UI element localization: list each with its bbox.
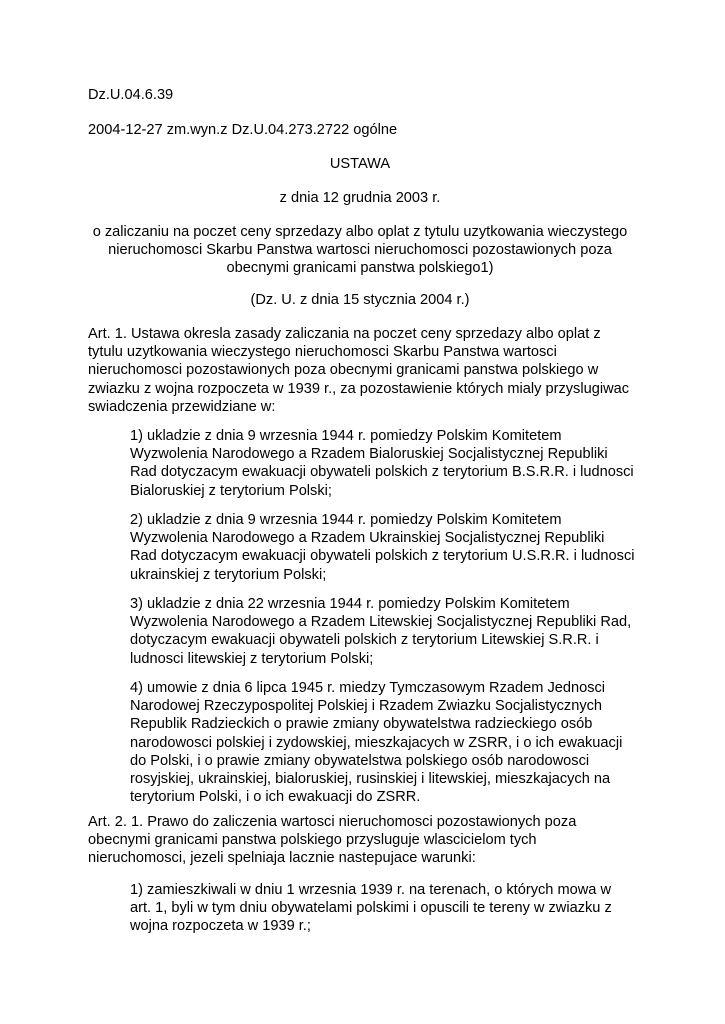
amendment-note: 2004-12-27 zm.wyn.z Dz.U.04.273.2722 ogólne [88, 122, 398, 138]
act-subject: o zaliczaniu na poczet ceny sprzedazy albo oplat z tytulu uzytkowania wieczystego nieruchomosci Skarbu Panstwa wartosci nieruchomosci pozostawionych poza obecnymi granicami panstwa polskiego1) [92, 224, 628, 277]
act-type-heading: USTAWA [329, 156, 391, 172]
article-2-text: Art. 2. 1. Prawo do zaliczenia wartosci nieruchomosci pozostawionych poza obecnymi granicami panstwa polskiego przysluguje wlascicielom tych nieruchomosci, jezeli spelniaja lacznie nastepujace warunki: [88, 814, 577, 867]
publication-info: (Dz. U. z dnia 15 stycznia 2004 r.) [250, 292, 470, 308]
article-1-item-3: 3) ukladzie z dnia 22 wrzesnia 1944 r. pomiedzy Polskim Komitetem Wyzwolenia Narodowego a Rzadem Litewskiej Socjalistycznej Republiki Rad, dotyczacym ewakuacji obywateli polskich z terytorium Litewskiej S.R.R. i ludnosci litewskiej z terytorium Polski; [130, 596, 632, 667]
journal-reference: Dz.U.04.6.39 [88, 87, 174, 103]
article-2-item-1: 1) zamieszkiwali w dniu 1 wrzesnia 1939 r. na terenach, o których mowa w art. 1, byli w tym dniu obywatelami polskimi i opuscili te tereny w zwiazku z wojna rozpoczeta w 1939 r.; [130, 882, 612, 935]
article-1-text: Art. 1. Ustawa okresla zasady zaliczania na poczet ceny sprzedazy albo oplat z tytulu uzytkowania wieczystego nieruchomosci Skarbu Panstwa wartosci nieruchomosci pozostawionych poza obecnymi granicami panstwa polskiego w zwiazku z wojna rozpoczeta w 1939 r., za pozostawienie których mialy przyslugiwac swiadczenia przewidziane w: [88, 326, 630, 415]
article-1-item-1: 1) ukladzie z dnia 9 wrzesnia 1944 r. pomiedzy Polskim Komitetem Wyzwolenia Narodowego a Rzadem Bialoruskiej Socjalistycznej Republiki Rad dotyczacym ewakuacji obywateli polskich z terytorium B.S.R.R. i ludnosci Bialoruskiej z terytorium Polski; [130, 428, 634, 499]
article-1-item-4: 4) umowie z dnia 6 lipca 1945 r. miedzy Tymczasowym Rzadem Jednosci Narodowej Rzeczypospolitej Polskiej i Rzadem Zwiazku Socjalistycznych Republik Radzieckich o prawie zmiany obywatelstwa radzieckiego osób narodowosci polskiej i zydowskiej, mieszkajacych w ZSRR, i o ich ewakuacji do Polski, i o prawie zmiany obywatelstwa polskiego osób narodowosci rosyjskiej, ukrainskiej, bialoruskiej, rusinskiej i litewskiej, mieszkajacych na terytorium Polski, i o ich ewakuacji do ZSRR. [130, 680, 623, 806]
article-1-item-2: 2) ukladzie z dnia 9 wrzesnia 1944 r. pomiedzy Polskim Komitetem Wyzwolenia Narodowego a Rzadem Ukrainskiej Socjalistycznej Republiki Rad dotyczacym ewakuacji obywateli polskich z terytorium U.S.R.R. i ludnosci ukrainskiej z terytorium Polski; [130, 512, 635, 583]
act-date: z dnia 12 grudnia 2003 r. [279, 190, 441, 206]
